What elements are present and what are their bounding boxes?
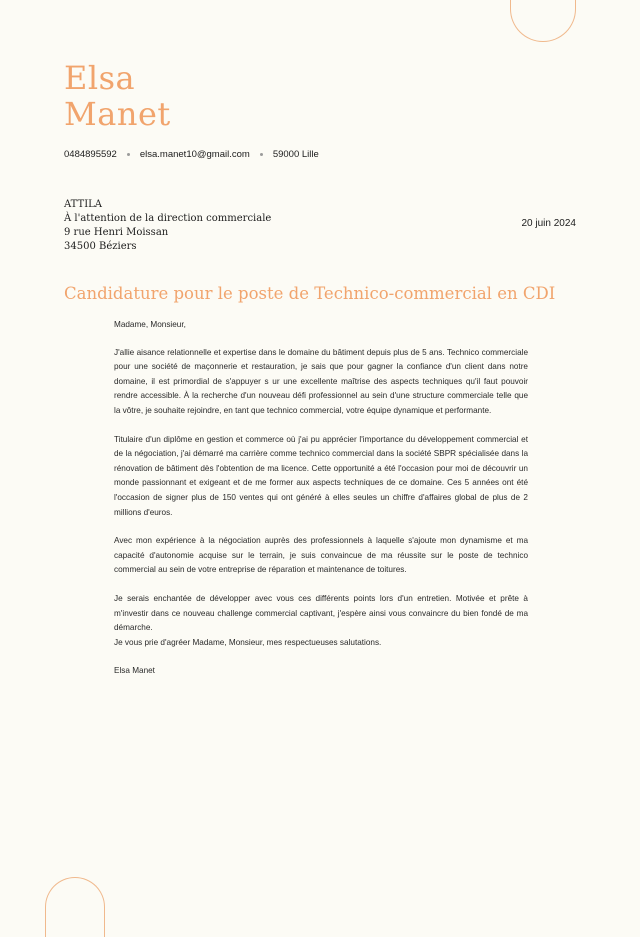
letter-closing: Je vous prie d'agréer Madame, Monsieur, mes respectueuses salutations. <box>114 637 382 647</box>
letter-date: 20 juin 2024 <box>521 218 576 229</box>
letter-subject: Candidature pour le poste de Technico-commercial en CDI <box>64 284 556 303</box>
separator-dot-icon <box>127 153 130 156</box>
sender-name <box>64 60 171 132</box>
recipient-city: 34500 Béziers <box>64 241 137 252</box>
sender-last-name: Manet <box>64 95 171 133</box>
decorative-arc-top <box>510 0 576 42</box>
contact-line <box>64 149 319 160</box>
recipient-company: ATTILA <box>64 199 103 210</box>
recipient-street: 9 rue Henri Moissan <box>64 227 169 238</box>
sender-first-name: Elsa <box>64 59 136 97</box>
letter-paragraph: J'allie aisance relationnelle et expertise dans le domaine du bâtiment depuis plus de 5 ans. Technico commerciale pour une société de maçonnerie et restauration, je sais que pour gagner la confiance d'un client dans notre domaine, il est primordial de s'appuyer s ur une excellente maîtrise des aspects techniques qu'il faut pouvoir rendre accessible. À la recherche d'un nouveau défi professionnel au sein d'une structure commerciale telle que la vôtre, je souhaite rejoindre, en tant que technico commercial, votre équipe dynamique et performante. <box>114 347 528 415</box>
letter-body <box>114 318 528 693</box>
letter-signature: Elsa Manet <box>114 666 155 676</box>
phone-number: 0484895592 <box>64 149 117 160</box>
letter-paragraph: Avec mon expérience à la négociation auprès des professionnels à laquelle s'ajoute mon dynamisme et ma capacité d'autonomie acquise sur le terrain, je suis convaincue de ma réussite sur le poste de technico commercial au sein de votre entreprise de réparation et maintenance de toitures. <box>114 536 528 575</box>
recipient-attention: À l'attention de la direction commerciale <box>64 213 272 224</box>
letter-greeting: Madame, Monsieur, <box>114 320 186 329</box>
letter-paragraph: Je serais enchantée de développer avec vous ces différents points lors d'un entretien. Motivée et prête à m'investir dans ce nouveau challenge commercial captivant, j'espère ainsi vous convaincre du bien fondé de ma démarche. <box>114 593 528 633</box>
decorative-arc-bottom <box>45 877 105 937</box>
recipient-address <box>64 198 271 254</box>
location: 59000 Lille <box>272 149 319 160</box>
letter-paragraph: Titulaire d'un diplôme en gestion et commerce où j'ai pu apprécier l'importance du développement commercial et de la négociation, j'ai démarré ma carrière comme technico commercial dans la société SBPR spécialisée dans la rénovation de bâtiment dès l'obtention de ma licence. Cette opportunité a été l'occasion pour moi de découvrir un monde passionnant et exigeant et de me former aux aspects techniques de ce domaine. Ces 5 années ont été l'occasion de signer plus de 150 ventes qui ont généré à elles seules un chiffre d'affaires global de plus de 2 millions d'euros. <box>114 434 528 517</box>
email-address: elsa.manet10@gmail.com <box>139 149 250 160</box>
separator-dot-icon <box>260 153 263 156</box>
